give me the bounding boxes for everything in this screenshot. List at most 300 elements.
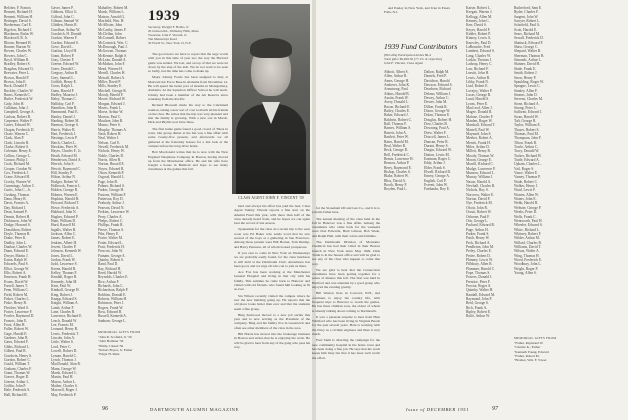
list-item: John F. Vincent, Class Agent xyxy=(384,61,424,65)
list-item: Dearborn, Richard xyxy=(424,87,451,92)
list-item: Prescott, John W. xyxy=(98,249,123,254)
list-item: Slade, Frank E. xyxy=(514,66,537,71)
list-item: Morris, Frank L. xyxy=(98,105,122,110)
list-item: Campbell, George A. xyxy=(4,110,35,115)
list-item: White, Richard L. xyxy=(514,227,540,232)
list-item: Cummings, Arthur C. xyxy=(4,184,36,189)
list-item: Norton, Russell E. xyxy=(98,162,125,167)
list-item: Mead, Warren H. xyxy=(98,66,123,71)
list-item: Hale, Frederick S. xyxy=(4,388,31,393)
list-item: Richardson, Ralph P. xyxy=(98,288,129,293)
list-item: Buck, Donald F. xyxy=(4,84,28,89)
list-item: Lynch, Thomas J. xyxy=(51,357,77,362)
list-item: Upham, Charles L. xyxy=(514,162,542,167)
list-item: Blackwell, R. Jr. xyxy=(4,36,28,41)
list-item: Moody, Thomas W. xyxy=(466,153,495,158)
list-item: Richards, John C. xyxy=(98,284,124,288)
list-item: Kenney, John C. xyxy=(466,19,490,24)
list-item: Wentworth, Paul H. xyxy=(514,218,543,223)
list-item: Harding, Robert M. xyxy=(51,118,80,123)
list-item: Lucas, George R. xyxy=(466,92,492,97)
list-item: Bliss, David A. xyxy=(384,178,406,183)
list-item: Dwyer, Martin J. xyxy=(4,253,29,258)
list-item: Raymond, John P. xyxy=(466,297,492,302)
list-item: Keene, Harold R. xyxy=(51,266,77,271)
list-item: Shepard, Walter R. xyxy=(514,49,542,54)
list-item: Heath, Edward M. xyxy=(51,153,78,158)
list-item: Eddy, Arthur J. xyxy=(424,161,446,166)
list-item: Marshall, Edward T. xyxy=(466,123,496,128)
list-item: Dexter, John M. xyxy=(424,100,448,105)
list-item: Maynard, John S. xyxy=(466,131,492,136)
list-item: Lincoln, John A. xyxy=(51,336,75,341)
list-item: Barrett, John A. xyxy=(384,130,407,135)
list-item: Stearns, John D. xyxy=(514,92,538,97)
list-item: Sanborn, George L. xyxy=(98,318,127,323)
list-item: Goodrich, H. Donald xyxy=(51,32,82,37)
list-item: Kelley, Thomas F. xyxy=(51,270,78,275)
list-item: Phillips, Frank R. xyxy=(98,223,124,228)
list-item: Mudge, Lawrence P. xyxy=(466,166,496,171)
memorial-heading-right: MEMORIAL GIFTS FROM xyxy=(514,336,557,340)
list-item: Sears, Richard M. xyxy=(514,32,540,37)
list-item: Hilton, Arthur N. xyxy=(51,175,76,180)
list-item: Connor, Philip J. xyxy=(4,158,29,163)
paragraph: Major Johnny Fowle has been assigned to duty at Maxwell Air Force Base in Alabama from November 14. He will spend the better part of months in Montgomery, Alabama. At the Squadron Officer School he will teach. Johnny had been a member of the Air Reserve since returning from the Pacific. xyxy=(148,75,228,101)
list-item: Greer, Donald C. xyxy=(51,66,76,71)
list-item: Clarke, Robert S. xyxy=(4,145,29,149)
list-item: Armstrong, Paul xyxy=(384,87,408,92)
list-item: Tucker, Richard H. xyxy=(514,153,542,158)
list-item: Merrill, Charles H. xyxy=(98,71,126,76)
list-item: Tilton, Frank R. xyxy=(514,140,538,145)
list-item: Goodwin, Henry S. xyxy=(4,353,32,358)
list-item: Taft, George R. xyxy=(514,118,537,123)
list-item: Nye, Frederick M. xyxy=(466,201,493,206)
list-item: Maxfield, Wm. H. xyxy=(98,19,125,24)
list-item: Davidson, Harold xyxy=(424,78,450,83)
list-item: Jones, David L. xyxy=(51,253,74,258)
list-item: Nason, Harold A. xyxy=(466,179,492,184)
list-item: Lane, Charles R. xyxy=(51,310,76,315)
list-item: Osgood, Harold L. xyxy=(98,175,125,180)
list-item: Stone, Richard A. xyxy=(514,101,540,106)
list-item: Norton, David P. xyxy=(466,197,491,202)
list-item: Peabody, Arthur J. xyxy=(98,201,125,206)
list-item: Mahaffey, Robert M. xyxy=(98,6,129,10)
list-item: Gibbs, Richard L. xyxy=(4,344,30,349)
list-item: Jewett, Charles P. xyxy=(51,244,77,249)
list-item: Reed, Harold W. xyxy=(98,270,122,275)
list-item: Orcutt, Robert W. xyxy=(466,210,492,215)
list-item: Elder, Frank S. xyxy=(424,165,446,170)
list-item: Booth, Henry F. xyxy=(384,182,408,187)
list-item: Jenkins, Albert H. xyxy=(51,240,77,245)
list-item: Newell, Frederick M. xyxy=(98,145,129,149)
list-item: Taylor, William E. xyxy=(514,123,541,128)
list-item: Spaulding, Roger W. xyxy=(514,79,544,84)
list-item: Driscoll, James L. xyxy=(424,135,451,140)
list-item: Randall, Edward M. xyxy=(466,292,496,297)
list-item: Gibbons, Elliot G. xyxy=(51,10,78,15)
list-item: (89 Gifts) Participation Index 86.4 xyxy=(384,53,431,57)
list-item: Lang, Charles W. xyxy=(466,53,491,58)
list-item: Cady, John H. xyxy=(4,101,25,106)
list-item: Gould, William T. xyxy=(4,362,31,367)
list-item: Murphy, Thomas A. xyxy=(98,127,127,132)
list-item: Allen, Arthur R. xyxy=(384,74,408,79)
list-item: Towle, Arthur C. xyxy=(514,145,539,149)
list-item: Bartlett, Peter W. xyxy=(384,135,409,140)
list-item: Henderson, David A. xyxy=(51,158,82,163)
list-item: Crane, Edward H. xyxy=(4,175,30,180)
list-item: Phinney, Lewis W. xyxy=(466,257,493,262)
list-item: Blake, Robert W. xyxy=(384,174,409,179)
list-item: Nash, Robert H. xyxy=(98,131,122,136)
list-item: McConnell, Robert xyxy=(98,36,126,41)
list-item: Kendall, Roger B. xyxy=(51,275,78,280)
list-item: Goodhue, Arthur W. xyxy=(51,27,81,32)
list-item: Vance, Walter E. xyxy=(514,171,538,176)
list-item: Ross, Edward B. xyxy=(98,310,123,315)
list-item: Shattuck, Edward P. xyxy=(514,40,543,45)
list-item: "Father, Raymond W. xyxy=(514,341,544,346)
list-item: Dodge, Howard S. xyxy=(4,223,31,228)
paragraph: Ace Fox has been working at the Manchester General Hospital and living in that city with his family. This summer he came back to Hanover and visited with old friends, who found him looking as fit as ever. xyxy=(234,270,310,292)
list-item: Hurd, Russell M. xyxy=(51,223,76,228)
list-item: Smith, Robert J. xyxy=(514,71,538,76)
left-footer: DARTMOUTH ALUMNI MAGAZINE xyxy=(150,407,239,412)
list-item: Greene, Arthur L. xyxy=(4,379,30,384)
list-item: Lind, Robert E. xyxy=(466,84,489,89)
list-item: Porter, Walter M. xyxy=(98,236,123,241)
list-item: Snow, Henry P. xyxy=(514,75,537,80)
list-item: Robinson, Peter J. xyxy=(98,301,125,306)
list-item: Hopkins, Harold B. xyxy=(51,197,80,202)
list-item: Osborne, Paul F. xyxy=(466,214,490,219)
list-item: Greene, Edward W. xyxy=(51,62,80,67)
list-item: James, Robert E. xyxy=(51,236,76,241)
list-item: Parker, Frank S. xyxy=(466,231,490,236)
list-item: Cushing, Thomas xyxy=(4,192,30,197)
list-item: Baldwin, Robert C. xyxy=(384,117,412,122)
list-item: Lewis, Frederick T. xyxy=(51,331,80,336)
list-item: Kidder, Robert P. xyxy=(466,32,491,37)
list-item: Johnson, Kenneth W. xyxy=(51,249,82,254)
list-item: Holmes, Warren E. xyxy=(51,192,79,197)
list-item: Wing, Thomas H. xyxy=(514,253,540,258)
list-item: Hall, Richard B. xyxy=(4,392,28,397)
list-item: Knapp, Edward S. xyxy=(51,297,78,302)
list-item: McGowan, Thomas xyxy=(98,49,127,54)
list-item: Davis, Francis A. xyxy=(4,201,29,206)
list-item: Sawyer, Robert L. xyxy=(514,19,541,24)
list-item: Bennett, Richard H. xyxy=(4,10,33,15)
list-item: Herrick, John S. xyxy=(51,162,75,167)
list-item: "Edgar H. Mele xyxy=(98,352,120,357)
list-item: Beck, George D. xyxy=(384,148,409,153)
list-item: Russell, Kenneth A. xyxy=(98,314,127,319)
list-item: Gross, Ralph L. xyxy=(51,84,74,89)
list-item: McDonough, Paul J. xyxy=(98,45,128,50)
paragraph: It was a pleasant surprise to hear from Hale Whitford who has been living in Virginia Beach for the past several years. Hale is working with the Navy as a civilian engineer and likes it very much. xyxy=(312,314,380,337)
list-item: Mann, George W. xyxy=(51,366,77,371)
list-item: Lamb, Arthur F. xyxy=(51,305,75,310)
list-item: "John R. Scofield, Jr. '56 xyxy=(98,335,132,340)
list-item: Kimball, George H. xyxy=(51,288,80,293)
list-item: Emerson, Frank H. xyxy=(4,275,32,280)
list-item: Griffith, Henry E. xyxy=(51,79,77,84)
list-item: Webster, George P. xyxy=(514,205,542,210)
list-item: Gates, Edward F. xyxy=(4,340,29,345)
list-item: Hatch, Charles L. xyxy=(51,140,77,145)
class-notes-column-1 xyxy=(148,52,228,402)
list-item: Pettee, Robert D. xyxy=(466,253,491,258)
list-item: Duncan, Peter R. xyxy=(424,139,449,144)
list-item: Miller, David P. xyxy=(98,79,121,84)
list-item: Everett, John W. xyxy=(424,182,448,187)
list-item: Crosby, Warren W. xyxy=(4,179,32,184)
list-item: Dutton, Lewis M. xyxy=(424,152,450,157)
paragraph: Bill Harris has moved into the brokerage business in Boston and writes that he is enjoying the work. He will be glad to hear from any of the gang who pass his way. xyxy=(234,332,310,349)
list-item: Emery, George A. xyxy=(424,174,450,179)
list-item: "Robert Boyce, Jr. Father xyxy=(98,347,133,352)
list-item: Holden, George R. xyxy=(51,188,79,193)
list-item: Clark, Alan P. xyxy=(4,136,24,141)
list-item: Biederman, Carl E. xyxy=(4,23,32,28)
list-item: Bigelow, Richard J. xyxy=(4,27,33,32)
list-item: Rice, Arthur F. xyxy=(98,279,120,284)
list-item: Page, Arthur H. xyxy=(466,227,489,232)
list-item: Leavitt, John H. xyxy=(466,71,490,76)
list-item: Swan, Harold W. xyxy=(514,114,539,119)
list-item: May, Frederick P. xyxy=(51,392,77,397)
list-item: Hubbard, John N. xyxy=(51,210,77,215)
list-item: Dillon, Frank R. xyxy=(424,104,448,109)
list-item: Mather, Charles S. xyxy=(51,383,78,388)
list-item: Ward, Lewis F. xyxy=(514,188,536,193)
list-item: Prentice, Peter F. xyxy=(466,279,491,284)
fund-column-d xyxy=(514,6,558,324)
list-item: Thomas, Paul M. xyxy=(514,131,539,136)
list-item: Vail, Roger S. xyxy=(514,166,535,171)
photo-caption: CLASS AGENT JOHN F. VINCENT '39 xyxy=(238,196,304,200)
list-item: Thayer, Robert S. xyxy=(514,127,540,132)
list-item: Murray, William J. xyxy=(466,175,494,180)
list-item: Reid, George S. xyxy=(466,301,489,306)
list-item: Donaldson, Robert xyxy=(4,227,32,232)
list-item: Packard, Edward R. xyxy=(466,223,495,228)
fund-title: 1939 Fund Contributors xyxy=(384,42,458,51)
list-item: Potter, Edward L. xyxy=(98,240,124,245)
list-item: Page, John B. xyxy=(98,179,118,184)
list-item: Graham, Charles F. xyxy=(4,366,32,371)
list-item: "Brother, Wm. F. Tower xyxy=(514,358,547,363)
list-item: Proctor, Roger A. xyxy=(466,284,492,288)
list-item: "Kenneth Young, Edward xyxy=(514,349,549,354)
list-item: Haley, Thomas C. xyxy=(51,97,77,102)
list-item: Rutherford, Sam E. xyxy=(514,6,542,10)
list-item: Mills, Stanley E. xyxy=(98,84,123,89)
list-item: Williams, David T. xyxy=(514,244,542,249)
list-item: "Charles K., Father xyxy=(514,345,541,350)
list-item: 50 Worth St., New York 13, N.Y. xyxy=(148,41,192,45)
list-item: Wheeler, Edward S. xyxy=(514,223,543,228)
list-item: Kaiser, Robert L. xyxy=(466,6,491,10)
list-item: Bacon, Richard E. xyxy=(384,104,411,109)
list-item: Pearson, David N. xyxy=(98,205,125,210)
list-item: Martin, Paul H. xyxy=(51,375,74,380)
list-item: Fairbanks, Roy E. xyxy=(424,187,450,192)
list-item: "Philip J. Reed '56 xyxy=(98,343,124,348)
list-item: McCarthy, James F. xyxy=(98,27,127,32)
list-item: Marsh, Edward C. xyxy=(51,370,78,375)
list-item: Fletcher, Ward S. xyxy=(4,305,29,310)
list-item: Bennett, William H. xyxy=(4,14,33,19)
list-item: Wood, Frederick E. xyxy=(514,257,543,262)
list-item: Cooper, Gordon W. xyxy=(4,166,33,171)
list-item: Jordan, Frank W. xyxy=(51,257,76,262)
list-item: Boyd, William R. xyxy=(4,58,30,63)
list-item: Durgin, Edward W. xyxy=(424,148,452,153)
list-item: Matson, Arnold G. xyxy=(98,14,125,19)
list-item: Walker, Henry J. xyxy=(514,184,539,189)
list-item: Dana, Henry R. xyxy=(4,197,27,202)
class-year-heading: 1939 xyxy=(148,8,180,24)
name-column-2 xyxy=(51,6,95,406)
list-item: Eaton, Ralph W. xyxy=(4,257,28,262)
list-item: Dawson, Edward S. xyxy=(424,83,453,88)
list-item: Gordon, Edward S. xyxy=(51,40,79,45)
list-item: Ray, Richard H. xyxy=(98,266,122,271)
list-item: Young, Allen S. xyxy=(514,270,537,275)
list-item: Burns, Kenneth C. xyxy=(4,92,31,97)
list-item: Gray, Chester F. xyxy=(51,58,75,63)
list-item: Hadley, Maurice J. xyxy=(51,92,79,97)
class-agent-photo xyxy=(232,4,310,194)
list-item: Bradley, Robert S. xyxy=(4,62,31,67)
list-item: Jackson, Allen C. xyxy=(51,231,77,236)
list-item: Ingalls, Walter R. xyxy=(51,227,77,232)
list-item: Fisher, Charles L. xyxy=(4,297,30,302)
list-item: Barnes, William S. xyxy=(384,126,412,131)
list-item: Noble, Charles D. xyxy=(98,153,124,158)
paragraph: Stu Wilson recently visited the campus where he saw the new building going up. He reports that the old place looks better than ever and that the students seem a fine group. xyxy=(234,293,310,311)
list-item: Chapin, Frederick D. xyxy=(4,127,35,132)
list-item: Otis, George L. xyxy=(466,218,489,223)
list-item: Rolfe, Arthur W. xyxy=(466,314,490,319)
class-notes-column-2 xyxy=(234,204,310,402)
memorial-heading: MEMORIAL GIFTS FROM xyxy=(98,330,141,334)
list-item: Peck, Richard A. xyxy=(466,240,491,245)
list-item: Gilbert, Paul R. xyxy=(4,349,27,354)
list-item: Warren, Allen W. xyxy=(514,192,539,197)
paragraph: Bing Kenwood moved to a new job earlier this year and is now serving as the President of the company. Bing and his family live in Greenwich and often see other members of the class in the area. xyxy=(234,312,310,330)
list-item: Avery, Donald L. xyxy=(384,100,409,105)
list-item: English, Carl P. xyxy=(424,178,447,183)
list-item: Drew, Walter F. xyxy=(424,130,447,135)
list-item: Cook, Richard M. xyxy=(4,162,30,167)
paragraph: We are glad to hear that the Connecticut classmates have been getting together for a series of dinners this fall. The first was held in Hartford and was attended by a good group who enjoyed the evening greatly. xyxy=(312,267,380,290)
list-item: Brown, John E. xyxy=(4,79,27,84)
list-item: Sullivan, Edward J. xyxy=(514,110,543,115)
list-item: Gordon, Robert C. xyxy=(4,357,31,362)
list-item: Bloom, Bernard H. xyxy=(4,40,32,45)
list-item: Tracy, Donald W. xyxy=(514,149,540,154)
list-item: Sherman, Thomas B. xyxy=(514,53,545,58)
paragraph: The good news we have to report that the sage words with you in this time of year are: the way the Harvard game was settled. We lost, and on top of that we were let down by the slap of the arm. We do not want to be seen so badly, but the time has come to make up. xyxy=(148,52,228,74)
list-item: Roberts, William H. xyxy=(98,297,127,302)
list-item: Stanley, Allen F. xyxy=(514,88,538,93)
class-officers xyxy=(148,25,228,45)
list-item: Grafton, Lloyd H. xyxy=(51,49,77,54)
list-item: Clark, Lincoln R. xyxy=(4,140,30,145)
fund-summary xyxy=(384,53,462,65)
list-item: Howe, Frederick A. xyxy=(51,205,80,210)
list-item: Andrews, John K. xyxy=(384,83,410,88)
list-item: Newhall, Charles R. xyxy=(466,184,496,189)
list-item: Shaw, George C. xyxy=(514,45,539,50)
list-item: Belcher, F. Francis xyxy=(4,6,31,10)
list-item: Evans, David W. xyxy=(4,279,29,284)
list-item: Hart, Frederick J. xyxy=(51,131,77,136)
list-item: Carter, Edward W. xyxy=(4,123,31,128)
list-item: Hanley, Daniel J. xyxy=(51,114,76,119)
list-item: Munro, Peter S. xyxy=(98,123,121,128)
list-item: LaBranche, Fred xyxy=(466,45,491,50)
list-item: Ryder, Charles F. xyxy=(514,10,539,15)
list-item: Gage, Harold E. xyxy=(4,331,28,336)
list-item: Francis, John E. xyxy=(4,318,28,323)
list-item: Fuller, Robert W. xyxy=(4,327,29,332)
list-item: Mitchell, George R. xyxy=(98,88,127,93)
list-item: Glidden, Harris R. xyxy=(51,23,78,28)
list-item: Wilson, Walter A. xyxy=(514,249,540,254)
list-item: Merritt, Frank H. xyxy=(466,140,491,145)
list-item: Nichols, Roy S. xyxy=(466,188,489,193)
left-page xyxy=(0,0,312,420)
list-item: Martell, Paul W. xyxy=(466,127,490,132)
list-item: Moulton, John R. xyxy=(98,118,124,123)
list-item: Callahan, John J. xyxy=(4,105,29,110)
list-item: Morgan, Edward J. xyxy=(98,101,126,106)
list-item: Field, Robert M. xyxy=(4,292,28,297)
list-item: Parker, George H. xyxy=(98,188,124,193)
list-item: Ripley, Robert E. xyxy=(466,310,491,315)
list-item: Maxwell, Roger J. xyxy=(51,388,78,393)
list-item: Robbins, Donald E. xyxy=(98,292,127,297)
list-item: Carpenter, Walter F. xyxy=(4,118,33,123)
list-item: Pike, Henry E. xyxy=(98,231,120,236)
list-item: Law, Richard F. xyxy=(466,66,489,71)
list-item: Gove, David L. xyxy=(51,45,74,50)
list-item: Drake, Peter K. xyxy=(4,236,27,241)
list-item: Wright, Roger P. xyxy=(514,266,539,271)
list-item: Beal, Walter R. xyxy=(384,143,406,148)
list-item: Benson, Arthur P. xyxy=(384,161,410,166)
list-item: Holbrook, Francis L. xyxy=(51,184,82,189)
list-item: Libby, Frank N. xyxy=(466,79,489,84)
list-item: Neal, Walter J. xyxy=(98,136,120,141)
list-item: Little, Walter S. xyxy=(51,340,74,345)
list-item: Thompson, John F. xyxy=(514,136,542,141)
list-item: Hammond, Paul E. xyxy=(51,110,79,115)
list-item: Total gifts: $9,929.50 (77.1% of objective) xyxy=(384,57,442,61)
list-item: Gaver, James P. xyxy=(51,6,74,10)
list-item: Hodges, Robert W. xyxy=(51,179,79,184)
list-item: Woodbury, John L. xyxy=(514,262,542,267)
list-item: McAllister, John xyxy=(98,23,123,28)
